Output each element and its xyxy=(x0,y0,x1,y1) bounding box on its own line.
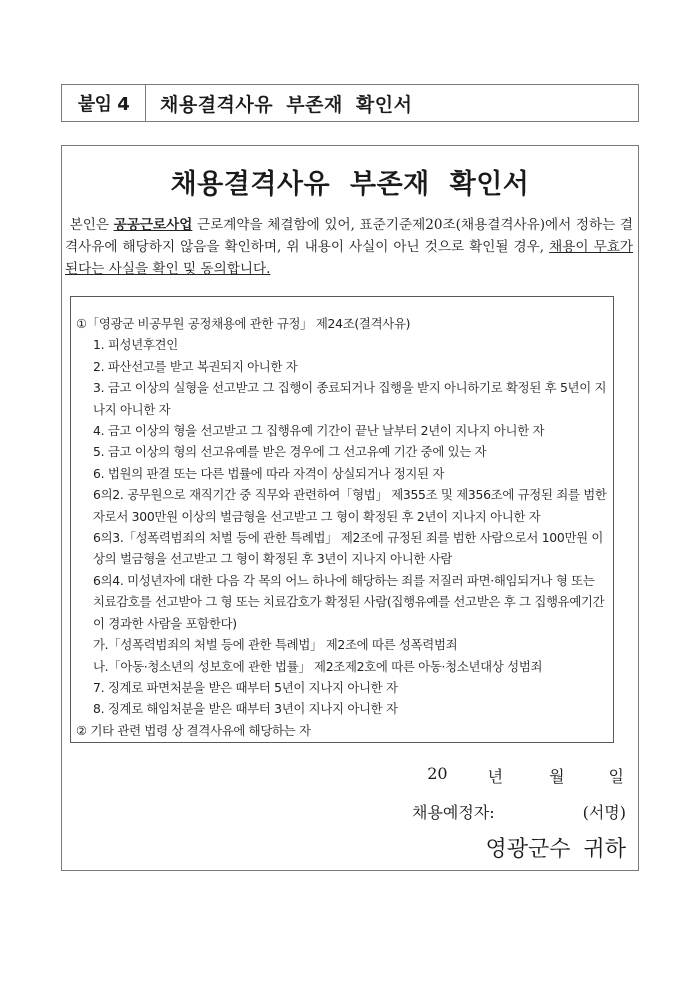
date-field xyxy=(427,764,624,787)
clause-item: 4. 금고 이상의 형을 선고받고 그 집행유예 기간이 끝난 날부터 2년이 지나지 아니한 자 xyxy=(93,423,545,439)
day-unit: 일 xyxy=(608,767,624,786)
clause-item: 1. 피성년후견인 xyxy=(93,337,178,353)
year-unit: 년 xyxy=(487,767,504,786)
clause-item: 5. 금고 이상의 형의 선고유예를 받은 경우에 그 선고유예 기간 중에 있는 자 xyxy=(93,444,487,460)
clause-item: 8. 징계로 해임처분을 받은 때부터 3년이 지나지 아니한 자 xyxy=(93,701,398,717)
clause-item: 6의3.「성폭력범죄의 처벌 등에 관한 특례법」 제2조에 규정된 죄를 범한 사람으로서 100만원 이상의 벌금형을 선고받고 그 형이 확정된 후 3년이 지나지 아니한 사람 xyxy=(93,530,604,567)
month-unit: 월 xyxy=(549,767,565,786)
consent-statement: 채용이 무효가 된다는 사실을 확인 및 동의합니다. xyxy=(65,239,633,277)
clause-item: 6. 법원의 판결 또는 다른 법률에 따라 자격이 상실되거나 정지된 자 xyxy=(93,465,445,481)
signature-placeholder: (서명) xyxy=(582,803,626,822)
disqualification-clauses xyxy=(70,296,614,743)
document-title: 채용결격사유 부존재 확인서 xyxy=(170,169,530,200)
intro-prefix: 본인은 xyxy=(69,217,114,233)
clause-item: 6의4. 미성년자에 대한 다음 각 목의 어느 하나에 해당하는 죄를 저질러 파면·해임되거나 형 또는 치료감호를 선고받아 그 형 또는 치료감호가 확정된 사람(집행유예를 선고받은 후 그 집행유예기간이 경과한 사람을 포함한다) xyxy=(93,572,605,631)
attachment-title: 채용결격사유 부존재 확인서 xyxy=(160,93,413,116)
year-prefix: 20 xyxy=(427,764,448,783)
signer-label: 채용예정자: xyxy=(412,803,495,822)
clause-section-1: ①「영광군 비공무원 공정채용에 관한 규정」 제24조(결격사유) xyxy=(76,316,411,331)
attachment-header xyxy=(61,84,639,122)
clause-section-2: ② 기타 관련 법령 상 결격사유에 해당하는 자 xyxy=(76,722,311,738)
project-name: 공공근로사업 xyxy=(113,217,193,233)
signature-line xyxy=(412,800,626,823)
intro-paragraph xyxy=(65,214,633,280)
clause-item: 가.「성폭력범죄의 처벌 등에 관한 특례법」 제2조에 따른 성폭력범죄 xyxy=(93,637,458,653)
clause-item: 2. 파산선고를 받고 복권되지 아니한 자 xyxy=(93,358,298,374)
clause-item: 나.「아동·청소년의 성보호에 관한 법률」 제2조제2호에 따른 아동·청소년대상 성범죄 xyxy=(93,658,543,674)
confirmation-form xyxy=(61,145,639,871)
clause-item: 7. 징계로 파면처분을 받은 때부터 5년이 지나지 아니한 자 xyxy=(93,679,398,695)
clause-item: 6의2. 공무원으로 재직기간 중 직무와 관련하여「형법」 제355조 및 제356조에 규정된 죄를 범한 자로서 300만원 이상의 벌금형을 선고받고 그 형이 확정된 후 2년이 지나지 아니한 자 xyxy=(93,487,607,524)
recipient: 영광군수 귀하 xyxy=(485,837,626,862)
intro-middle: 근로계약을 체결함에 있어, 표준기준제20조(채용결격사유)에서 정하는 결격사유에 해당하지 않음을 확인하며, 위 내용이 사실이 아닌 것으로 확인될 경우, xyxy=(65,217,634,255)
attachment-label: 붙임 4 xyxy=(62,85,146,121)
clause-item: 3. 금고 이상의 실형을 선고받고 그 집행이 종료되거나 집행을 받지 아니하기로 확정된 후 5년이 지나지 아니한 자 xyxy=(93,380,607,417)
